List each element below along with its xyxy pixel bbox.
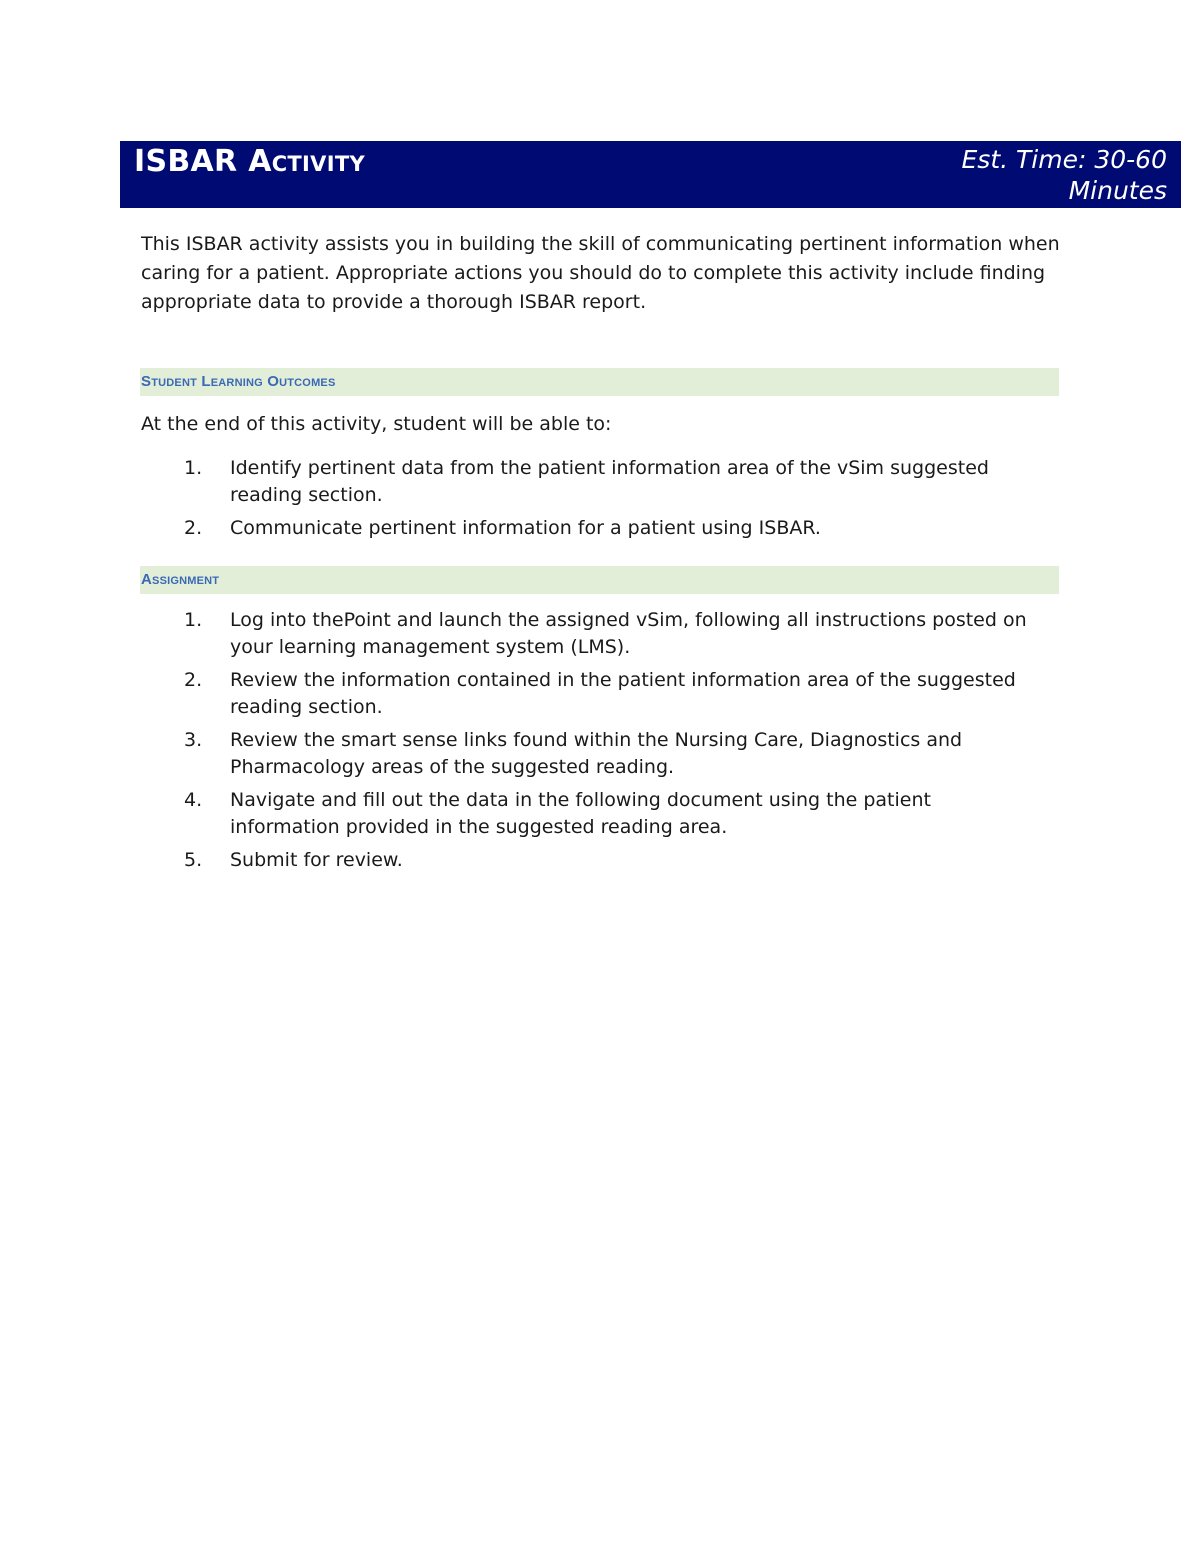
estimated-time-line-1: Est. Time: 30-60: [961, 145, 1167, 174]
intro-paragraph: This ISBAR activity assists you in building the skill of communicating pertinent information when caring for a patient. Appropriate actions you should do to complete this activity include finding appropriate data to provide a thorough ISBAR report.: [141, 233, 1060, 313]
title-bar: [120, 141, 1181, 208]
list-item-number: 1.: [184, 457, 203, 479]
list-item-text: Communicate pertinent information for a patient using ISBAR.: [230, 517, 821, 539]
estimated-time-line-2: Minutes: [1068, 176, 1167, 205]
list-item: [141, 727, 1041, 781]
list-item-text: Log into thePoint and launch the assigned vSim, following all instructions posted on your learning management system (LMS).: [230, 609, 1027, 658]
list-item: [141, 607, 1041, 661]
list-item-text: Submit for review.: [230, 849, 403, 871]
list-item-number: 1.: [184, 609, 203, 631]
list-item: [141, 787, 1041, 841]
list-item: [141, 515, 1041, 542]
list-item-text: Identify pertinent data from the patient information area of the vSim suggested reading section.: [230, 457, 989, 506]
list-item: [141, 667, 1041, 721]
assignment-heading: Assignment: [141, 571, 220, 588]
list-item-number: 5.: [184, 849, 203, 871]
list-item-text: Review the smart sense links found within the Nursing Care, Diagnostics and Pharmacology areas of the suggested reading.: [230, 729, 963, 778]
list-item-number: 4.: [184, 789, 203, 811]
list-item-number: 2.: [184, 517, 203, 539]
list-item: [141, 455, 1041, 509]
assignment-heading-bar: [140, 566, 1059, 594]
outcomes-list: [141, 455, 1041, 548]
list-item: [141, 847, 1041, 874]
list-item-text: Review the information contained in the patient information area of the suggested reading section.: [230, 669, 1016, 718]
list-item-number: 2.: [184, 669, 203, 691]
outcomes-heading: Student Learning Outcomes: [141, 373, 336, 390]
list-item-number: 3.: [184, 729, 203, 751]
page-title: ISBAR Activity: [134, 144, 365, 179]
list-item-text: Navigate and fill out the data in the following document using the patient information provided in the suggested reading area.: [230, 789, 931, 838]
estimated-time: [907, 144, 1167, 206]
outcomes-heading-bar: [140, 368, 1059, 396]
outcomes-lead: At the end of this activity, student will be able to:: [141, 413, 612, 435]
assignment-list: [141, 607, 1041, 880]
